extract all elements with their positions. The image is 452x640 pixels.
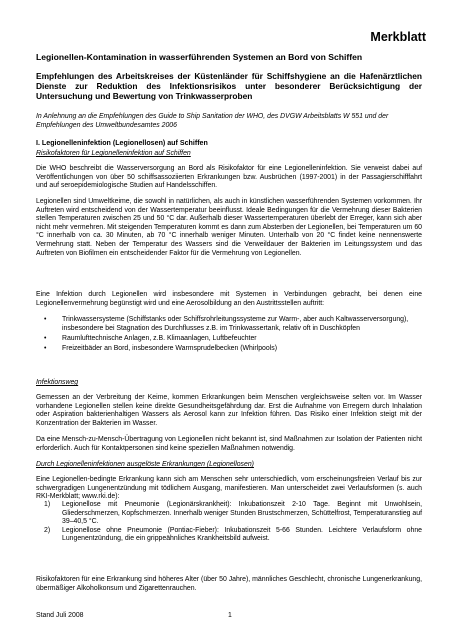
paragraph-6: Eine Legionellen-bedingte Erkrankung kann sich am Menschen sehr unterschiedlich, vom erscheinungsfreien Verlauf bis zur schwergradigen Lungenentzündung mit tödlichem Ausgang, manifestieren. Man unterscheidet zwei Verlaufsformen (s. auch RKI-Merkblatt; www.rki.de): [36, 476, 422, 501]
paragraph-5: Da eine Mensch-zu-Mensch-Übertragung von Legionellen nicht bekannt ist, sind Maßnahmen zur Isolation der Patienten nicht erforderlich. Auch für Kontaktpersonen sind keine speziellen Maßnahmen notwendig. [36, 436, 422, 452]
subheading-risk-factors: Risikofaktoren für Legionelleninfektion auf Schiffen [36, 150, 191, 157]
paragraph-1: Die WHO beschreibt die Wasserversorgung an Bord als Risikofaktor für eine Legionelleninfektion. Sie verweist dabei auf Veröffentlichungen von über 50 schiffsassoziierten Erkrankungen bzw. Ausbrüchen (1997-2001) in der Passagierschifffahrt und auf seroepidemiologische Studien auf Handelsschiffen. [36, 165, 422, 190]
list-item: • Trinkwassersysteme (Schiffstanks oder Schiffsrohrleitungssysteme zur Warm-, aber auch Kaltwasserversorgung), insbesondere bei Stagnation des Durchflusses z.B. im Trinkwassertank, relativ oft in Duschköpfen [44, 316, 409, 332]
paragraph-4: Gemessen an der Verbreitung der Keime, kommen Erkrankungen beim Menschen vergleichsweise selten vor. Im Wasser vorhandene Legionellen stellen keine direkte Gesundheitsgefährdung dar. Erst die Aufnahme von Erregern durch Inhalation oder Aspiration bakterienhaltigen Wassers als Aerosol kann zur Infektion führen. Das Risiko einer Infektion steigt mit der Konzentration der Bakterien im Wasser. [36, 394, 422, 427]
footer-date: Stand Juli 2008 [36, 612, 84, 619]
document-subheading: Empfehlungen des Arbeitskreises der Küstenländer für Schiffshygiene an die Hafenärztlichen Dienste zur Reduktion des Infektionsrisikos unter besonderer Berücksichtigung der Untersuchung und Bewertung von Trinkwasserproben [36, 71, 422, 102]
page-footer [36, 612, 276, 619]
paragraph-7: Risikofaktoren für eine Erkrankung sind höheres Alter (über 50 Jahre), männliches Geschlecht, chronische Lungenerkrankung, übermäßiger Alkoholkonsum und Zigarettenrauchen. [36, 576, 422, 592]
list-item: • Raumlufttechnische Anlagen, z.B. Klimaanlagen, Luftbefeuchter [44, 334, 257, 342]
list-item: 1) Legionellose mit Pneumonie (Legionärskrankheit): Inkubationszeit 2-10 Tage. Beginnt mit Unwohlsein, Gliederschmerzen, Kopfschmerzen. Innerhalb weniger Stunden Brustschmerzen, Schüttelfrost, Temperaturanstieg auf 39–40,5 °C. [44, 501, 422, 526]
bullet-icon: • [44, 316, 47, 323]
list-item: • Freizeitbäder an Bord, insbesondere Warmsprudelbecken (Whirlpools) [44, 344, 277, 352]
intro-note: In Anlehnung an die Empfehlungen des Guide to Ship Sanitation der WHO, des DVGW Arbeitsblatts W 551 und der Empfehlungen des Umweltbundesamtes 2006 [36, 113, 389, 129]
subheading-infection-route: Infektionsweg [36, 379, 79, 386]
paragraph-3: Eine Infektion durch Legionellen wird insbesondere mit Systemen in Verbindungen gebracht, bei denen eine Legionellenvermehrung begünstigt wird und eine Aerosolbildung an den Austrittsstellen auftritt: [36, 291, 422, 307]
risk-list [36, 316, 422, 355]
course-forms-list [36, 501, 422, 544]
page-number: 1 [228, 612, 232, 619]
document-heading: Legionellen-Kontamination in wasserführenden Systemen an Bord von Schiffen [36, 52, 363, 62]
subheading-diseases: Durch Legionelleninfektionen ausgelöste Erkrankungen (Legionellosen) [36, 461, 254, 468]
page-title: Merkblatt [370, 30, 426, 44]
section-heading-1: I. Legionelleninfektion (Legionellosen) auf Schiffen [36, 139, 208, 147]
bullet-icon: • [44, 334, 47, 342]
bullet-icon: • [44, 344, 47, 352]
paragraph-2: Legionellen sind Umweltkeime, die sowohl in natürlichen, als auch in künstlichen wasserführenden Systemen vorkommen. Ihr Auftreten wird entscheidend von der Wassertemperatur beeinflusst. Ideale Bedingungen für die Vermehrung dieser Bakterien stellen Temperaturen zwischen 25 und 50 °C dar. Außerhalb dieser Wassertemperaturen überlebt der Erreger, kann sich aber nicht mehr vermehren. Mit steigenden Temperaturen kommt es dann zum Absterben der Legionellen, bei Temperaturen um 60 °C innerhalb von ca. 30 Minuten, ab 70 °C innerhalb weniger Minuten. Unterhalb von 20 °C findet keine nennenswerte Vermehrung statt. Neben der Temperatur des Wassers sind die Verweildauer der Bakterien im Leitungssystem und das Auftreten von Biofilmen ein entscheidender Faktor für die Vermehrung von Legionellen. [36, 198, 422, 257]
list-item: 2) Legionellose ohne Pneumonie (Pontiac-Fieber): Inkubationszeit 5-66 Stunden. Leichtere Verlaufsform ohne Lungenentzündung, die ein grippeähnliches Krankheitsbild aufweist. [44, 526, 422, 543]
